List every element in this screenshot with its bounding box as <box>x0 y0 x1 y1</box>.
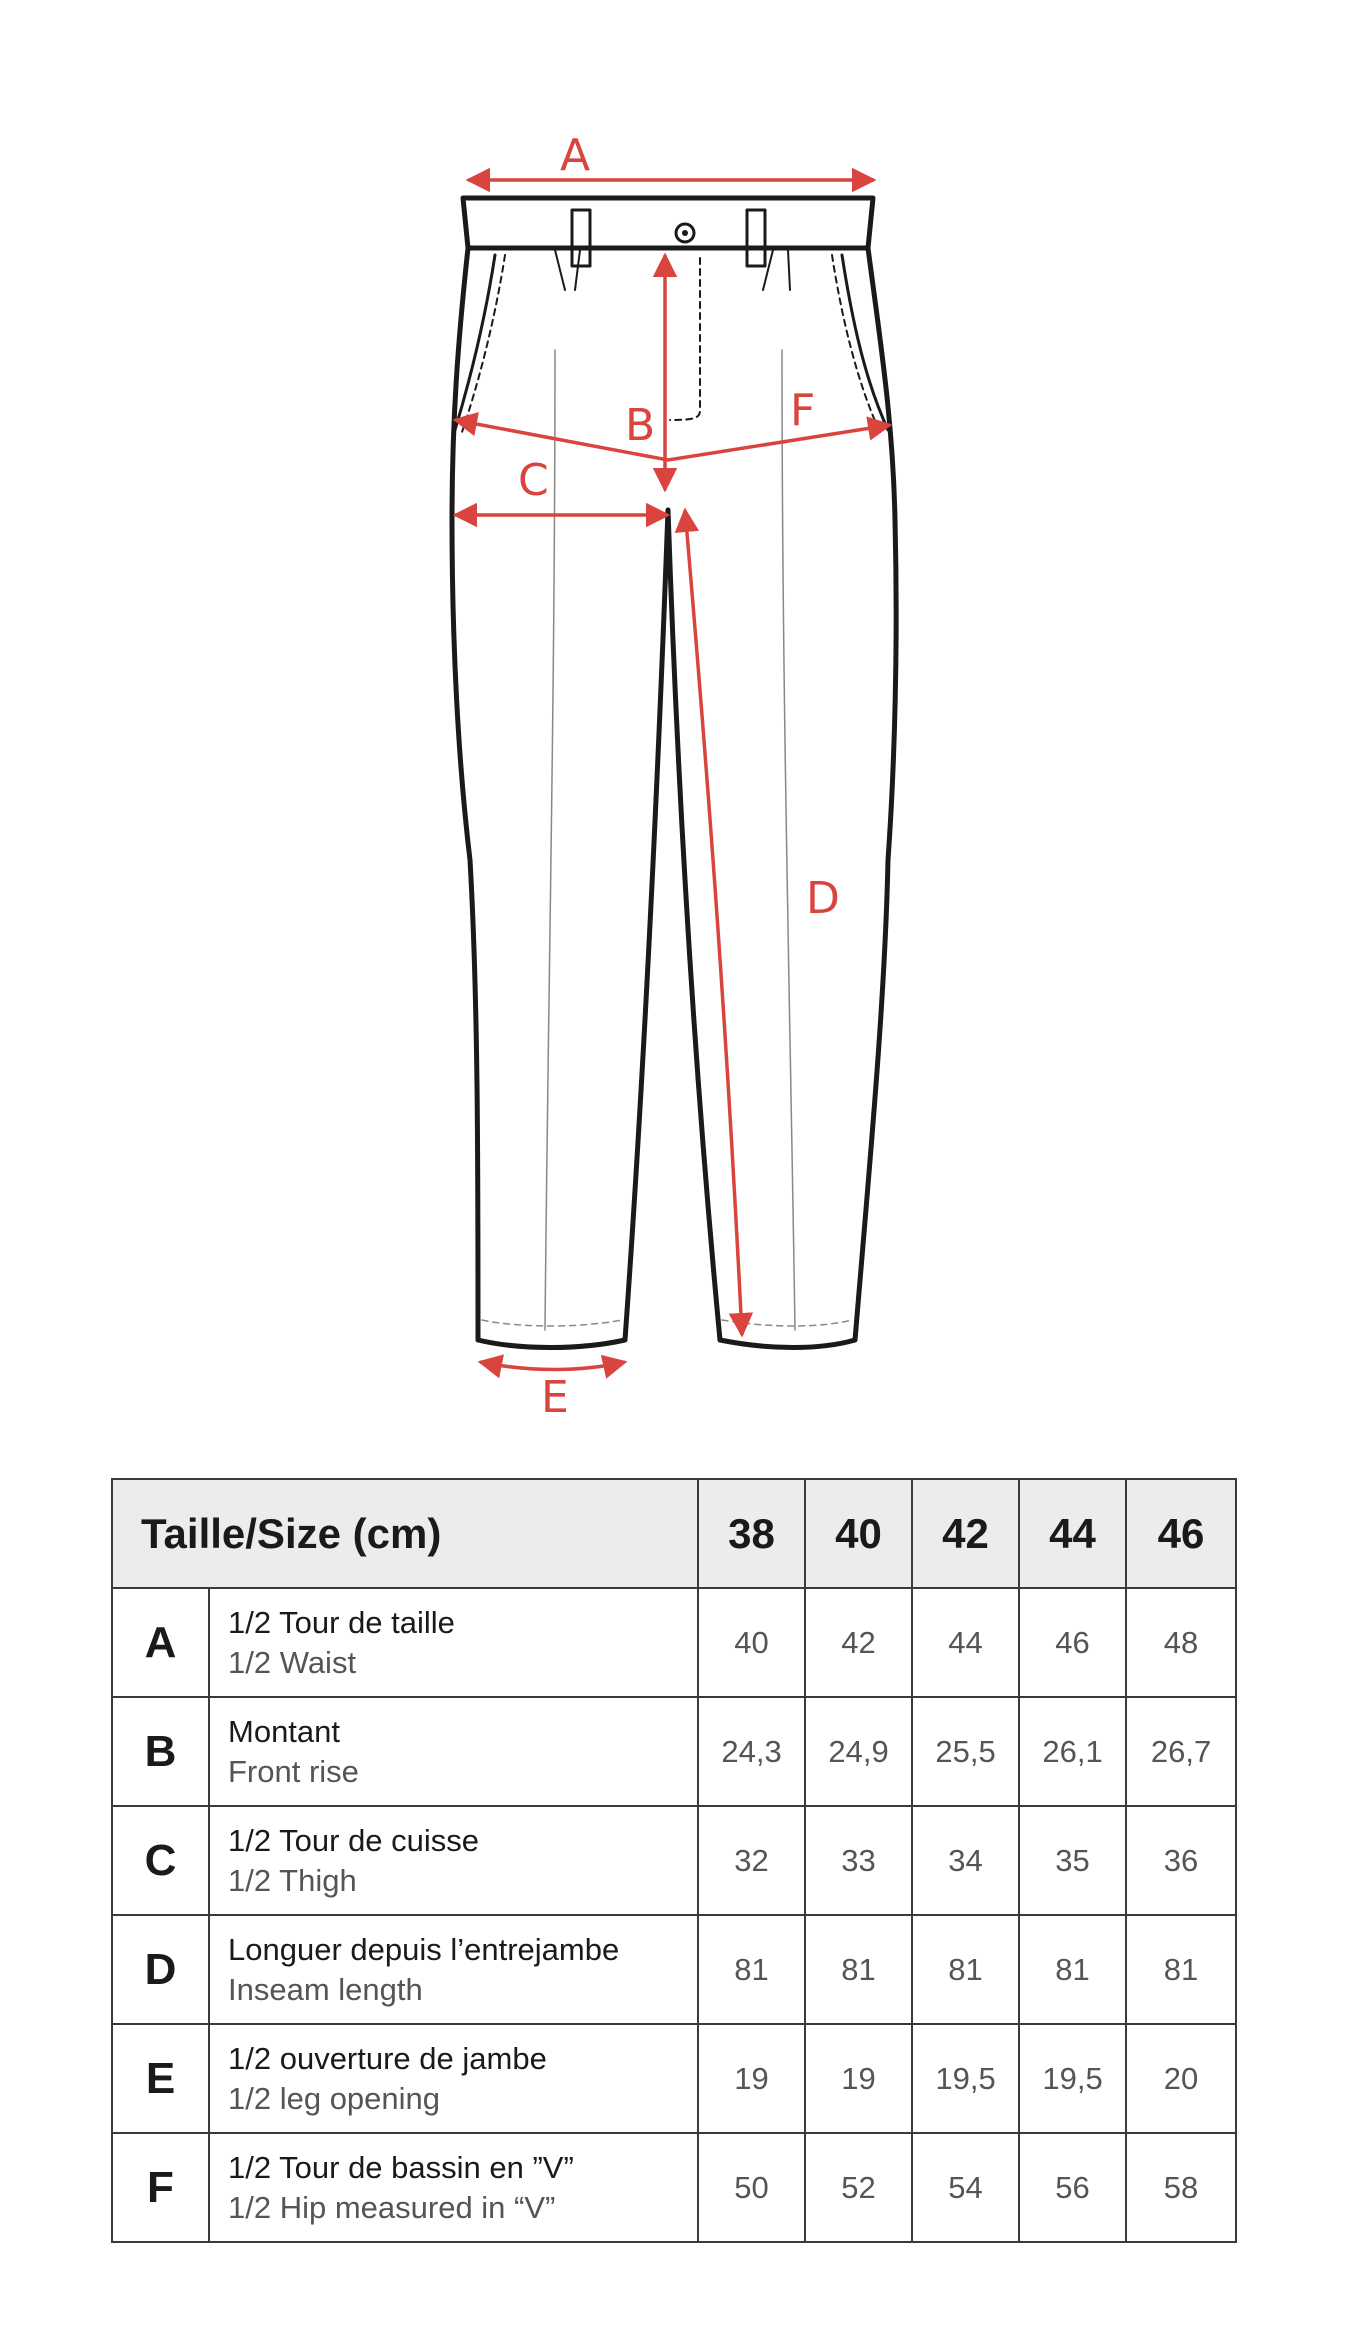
label-b: B <box>625 400 656 451</box>
waistband <box>463 198 873 248</box>
row-letter: E <box>112 2024 209 2133</box>
table-cell: 52 <box>805 2133 912 2242</box>
label-a: A <box>560 130 591 181</box>
measurement-lines <box>455 180 890 1370</box>
size-header: 38 <box>698 1479 805 1588</box>
belt-loop-right <box>747 210 765 266</box>
table-cell: 19 <box>698 2024 805 2133</box>
size-header: 42 <box>912 1479 1019 1588</box>
row-label-en: Inseam length <box>228 1971 423 2007</box>
table-cell: 40 <box>698 1588 805 1697</box>
table-cell: 44 <box>912 1588 1019 1697</box>
table-cell: 36 <box>1126 1806 1236 1915</box>
size-header: 46 <box>1126 1479 1236 1588</box>
table-row <box>112 1806 1236 1915</box>
trousers-body <box>452 248 896 1348</box>
measure-line-d <box>685 510 742 1335</box>
table-cell: 81 <box>805 1915 912 2024</box>
row-description <box>209 2024 698 2133</box>
table-cell: 56 <box>1019 2133 1126 2242</box>
row-letter: A <box>112 1588 209 1697</box>
row-label-en: 1/2 Hip measured in “V” <box>228 2189 556 2225</box>
table-cell: 35 <box>1019 1806 1126 1915</box>
table-cell: 19,5 <box>1019 2024 1126 2133</box>
crease-right <box>782 350 795 1330</box>
table-cell: 48 <box>1126 1588 1236 1697</box>
row-label-fr: Longuer depuis l’entrejambe <box>228 1931 620 1967</box>
row-letter: B <box>112 1697 209 1806</box>
label-d: D <box>806 873 840 924</box>
row-description <box>209 1697 698 1806</box>
table-cell: 25,5 <box>912 1697 1019 1806</box>
table-title: Taille/Size (cm) <box>112 1479 698 1588</box>
table-cell: 32 <box>698 1806 805 1915</box>
table-cell: 24,3 <box>698 1697 805 1806</box>
table-cell: 26,7 <box>1126 1697 1236 1806</box>
table-cell: 34 <box>912 1806 1019 1915</box>
row-letter: C <box>112 1806 209 1915</box>
table-cell: 19,5 <box>912 2024 1019 2133</box>
trousers-outline <box>452 198 896 1348</box>
table-header-row <box>112 1479 1236 1588</box>
label-e: E <box>541 1372 569 1423</box>
row-label-en: 1/2 leg opening <box>228 2080 441 2116</box>
row-label-fr: 1/2 Tour de taille <box>228 1604 455 1640</box>
table-row <box>112 1588 1236 1697</box>
fly-stitching <box>670 258 700 420</box>
size-header: 40 <box>805 1479 912 1588</box>
table-cell: 54 <box>912 2133 1019 2242</box>
row-label-en: 1/2 Thigh <box>228 1862 357 1898</box>
table-cell: 24,9 <box>805 1697 912 1806</box>
table-cell: 81 <box>1126 1915 1236 2024</box>
table-cell: 81 <box>698 1915 805 2024</box>
table-row <box>112 1915 1236 2024</box>
row-label-en: 1/2 Waist <box>228 1644 357 1680</box>
table-cell: 26,1 <box>1019 1697 1126 1806</box>
label-c: C <box>518 455 549 506</box>
row-letter: D <box>112 1915 209 2024</box>
row-label-fr: 1/2 ouverture de jambe <box>228 2040 547 2076</box>
size-chart-table <box>111 1478 1237 2243</box>
table-cell: 81 <box>912 1915 1019 2024</box>
row-description <box>209 1915 698 2024</box>
label-f: F <box>790 385 816 436</box>
table-cell: 81 <box>1019 1915 1126 2024</box>
measure-line-e <box>480 1362 625 1370</box>
row-description <box>209 1588 698 1697</box>
table-cell: 19 <box>805 2024 912 2133</box>
row-letter: F <box>112 2133 209 2242</box>
table-cell: 58 <box>1126 2133 1236 2242</box>
table-cell: 33 <box>805 1806 912 1915</box>
row-label-en: Front rise <box>228 1753 359 1789</box>
table-cell: 42 <box>805 1588 912 1697</box>
table-cell: 50 <box>698 2133 805 2242</box>
table-cell: 46 <box>1019 1588 1126 1697</box>
table-row <box>112 2024 1236 2133</box>
table-cell: 20 <box>1126 2024 1236 2133</box>
row-label-fr: 1/2 Tour de bassin en ”V” <box>228 2149 574 2185</box>
belt-loop-left <box>572 210 590 266</box>
row-label-fr: 1/2 Tour de cuisse <box>228 1822 480 1858</box>
table-row <box>112 2133 1236 2242</box>
row-description <box>209 1806 698 1915</box>
measure-line-f <box>455 420 890 460</box>
size-header: 44 <box>1019 1479 1126 1588</box>
table-row <box>112 1697 1236 1806</box>
row-description <box>209 2133 698 2242</box>
row-label-fr: Montant <box>228 1713 341 1749</box>
